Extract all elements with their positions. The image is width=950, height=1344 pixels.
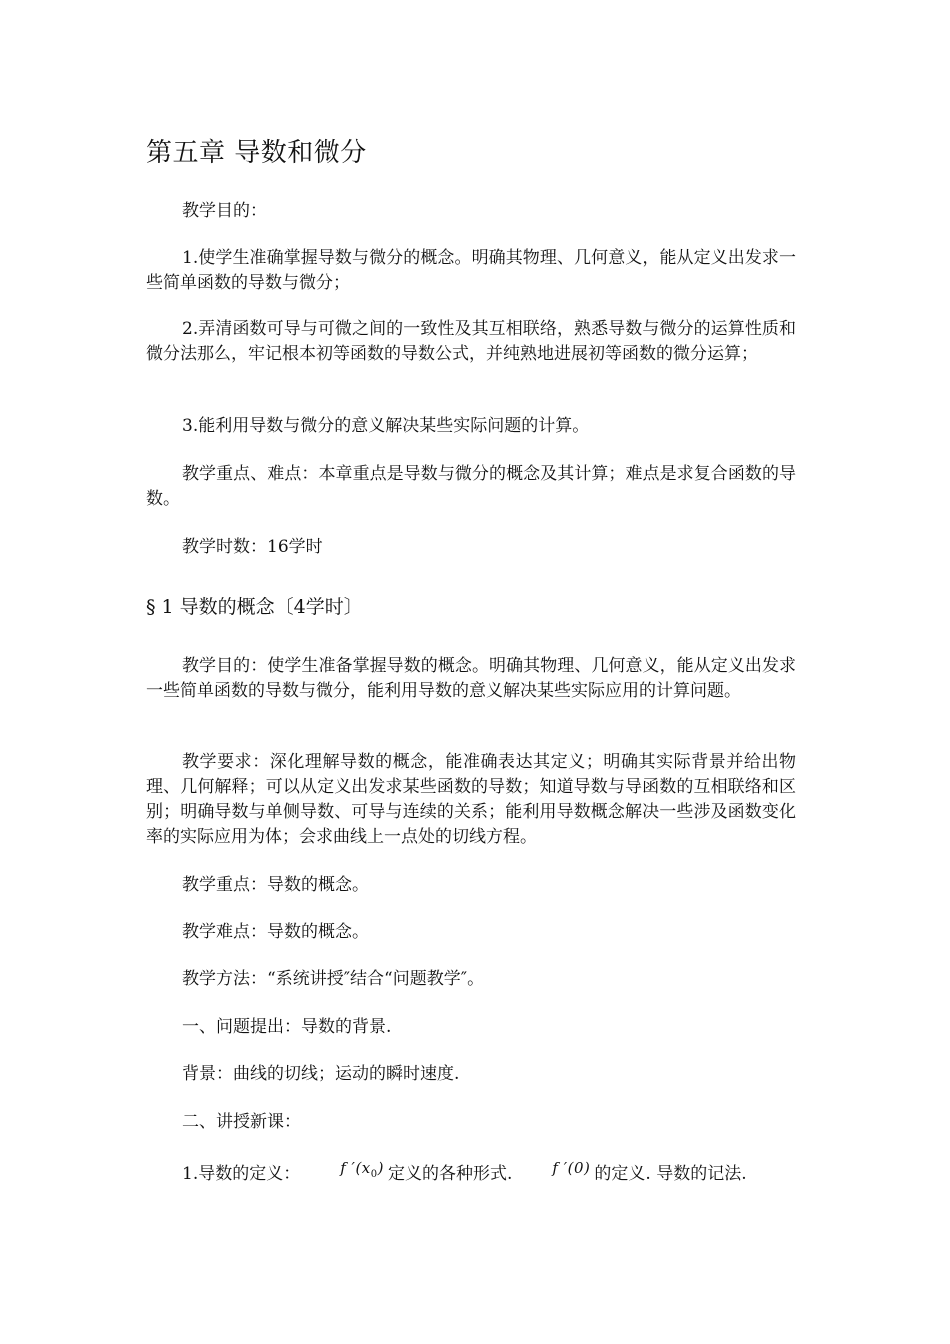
- teaching-goal-3: 3.能利用导数与微分的意义解决某些实际问题的计算。: [182, 416, 590, 436]
- derivative-definition-line: [146, 1159, 796, 1193]
- section-teaching-method: 教学方法：“系统讲授″结合“问题教学″。: [182, 969, 485, 989]
- part-two-heading: 二、讲授新课：: [182, 1112, 301, 1132]
- section-title: § 1 导数的概念〔4学时〕: [146, 596, 363, 618]
- teaching-goal-2: 2.弄清函数可导与可微之间的一致性及其互相联络，熟悉导数与微分的运算性质和微分法那么，牢记根本初等函数的导数公式，并纯熟地进展初等函数的微分运算；: [146, 319, 796, 364]
- definition-suffix-text: 的定义. 导数的记法.: [594, 1164, 747, 1184]
- definition-middle-text: 定义的各种形式.: [388, 1164, 513, 1184]
- part-one-heading: 一、问题提出：导数的背景.: [182, 1017, 392, 1037]
- definition-prefix: 1.导数的定义：: [182, 1164, 301, 1184]
- chapter-title: 第五章 导数和微分: [146, 138, 367, 168]
- teaching-hours: 教学时数：16学时: [182, 537, 323, 557]
- section-teaching-requirements: 教学要求：深化理解导数的概念，能准确表达其定义；明确其实际背景并给出物理、几何解释；可以从定义出发求某些函数的导数；知道导数与导函数的互相联络和区别；明确导数与单侧导数、可导与连续的关系；能利用导数概念解决一些涉及函数变化率的实际应用为体；会求曲线上一点处的切线方程。: [146, 752, 796, 847]
- formula-f-prime-0: f ′(0): [552, 1159, 591, 1177]
- teaching-goal-label: 教学目的：: [182, 201, 267, 221]
- section-teaching-difficulty: 教学难点：导数的概念。: [182, 922, 369, 942]
- key-and-difficult-points: 教学重点、难点：本章重点是导数与微分的概念及其计算；难点是求复合函数的导数。: [146, 464, 796, 509]
- section-teaching-key: 教学重点：导数的概念。: [182, 875, 369, 895]
- section-teaching-goal: 教学目的：使学生准备掌握导数的概念。明确其物理、几何意义，能从定义出发求一些简单函数的导数与微分，能利用导数的意义解决某些实际应用的计算问题。: [146, 656, 796, 701]
- teaching-goal-1: 1.使学生准确掌握导数与微分的概念。明确其物理、几何意义，能从定义出发求一些简单函数的导数与微分；: [146, 248, 796, 293]
- formula-f-prime-x0: f $'(x_0)$: [340, 1159, 385, 1180]
- background-text: 背景：曲线的切线；运动的瞬时速度.: [182, 1064, 460, 1084]
